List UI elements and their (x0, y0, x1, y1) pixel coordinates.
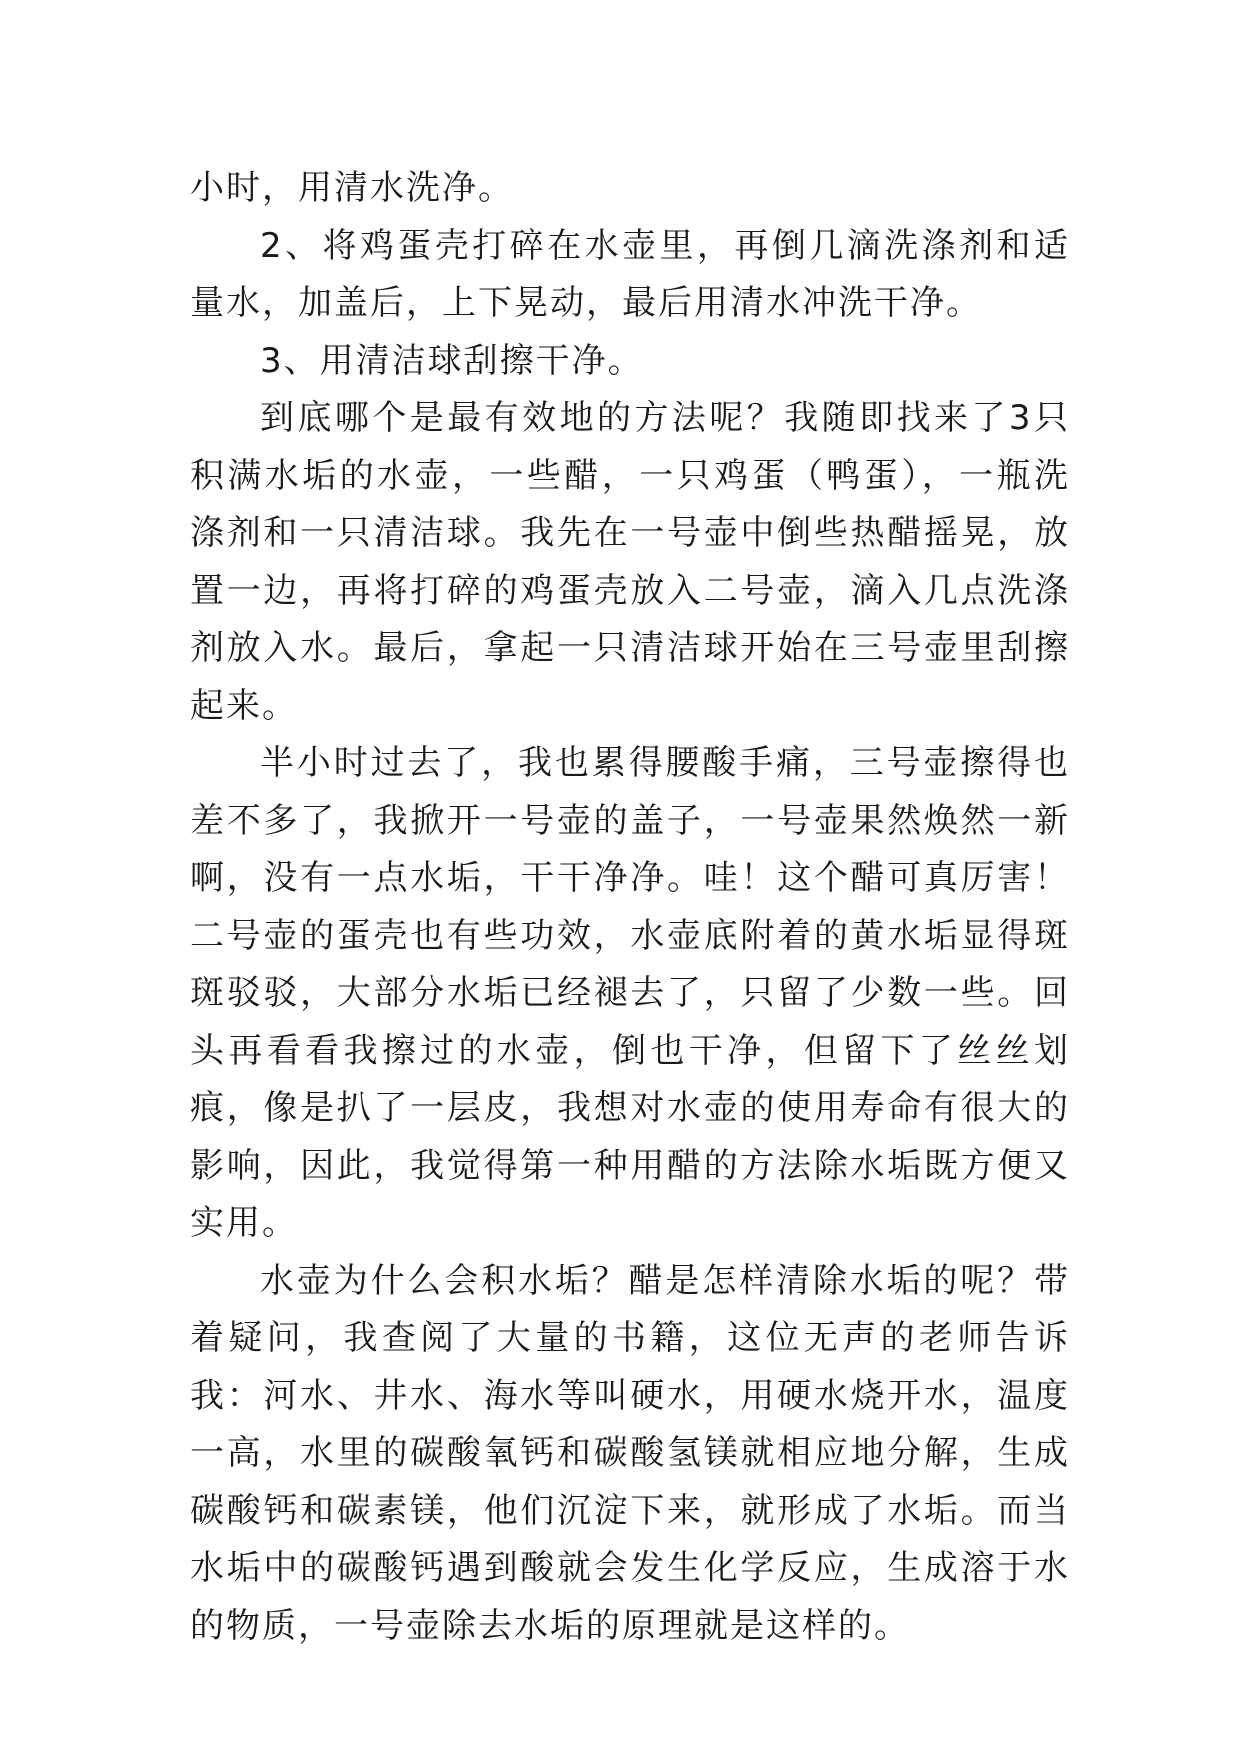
paragraph-2: 2、将鸡蛋壳打碎在水壶里，再倒几滴洗涤剂和适量水，加盖后，上下晃动，最后用清水冲洗干净。 (190, 225, 1070, 323)
paragraph-5: 半小时过去了，我也累得腰酸手痛，三号壶擦得也差不多了，我掀开一号壶的盖子，一号壶果然焕然一新啊，没有一点水垢，干干净净。哇！这个醋可真厉害！二号壶的蛋壳也有些功效，水壶底附着的黄水垢显得斑斑驳驳，大部分水垢已经褪去了，只留了少数一些。回头再看看我擦过的水壶，倒也干净，但留下了丝丝划痕，像是扒了一层皮，我想对水壶的使用寿命有很大的影响，因此，我觉得第一种用醋的方法除水垢既方便又实用。 (190, 743, 1070, 1243)
paragraph-1: 小时，用清水洗净。 (190, 168, 514, 208)
paragraph-6: 水壶为什么会积水垢？醋是怎样清除水垢的呢？带着疑问，我查阅了大量的书籍，这位无声的老师告诉我：河水、井水、海水等叫硬水，用硬水烧开水，温度一高，水里的碳酸氧钙和碳酸氢镁就相应地分解，生成碳酸钙和碳素镁，他们沉淀下来，就形成了水垢。而当水垢中的碳酸钙遇到酸就会发生化学反应，生成溶于水的物质，一号壶除去水垢的原理就是这样的。 (190, 1260, 1070, 1646)
paragraph-4: 到底哪个是最有效地的方法呢？我随即找来了3只积满水垢的水壶，一些醋，一只鸡蛋（鸭蛋），一瓶洗涤剂和一只清洁球。我先在一号壶中倒些热醋摇晃，放置一边，再将打碎的鸡蛋壳放入二号壶，滴入几点洗涤剂放入水。最后，拿起一只清洁球开始在三号壶里刮擦起来。 (190, 398, 1070, 726)
body-text (190, 160, 1070, 1655)
paragraph-3: 3、用清洁球刮擦干净。 (260, 340, 644, 381)
